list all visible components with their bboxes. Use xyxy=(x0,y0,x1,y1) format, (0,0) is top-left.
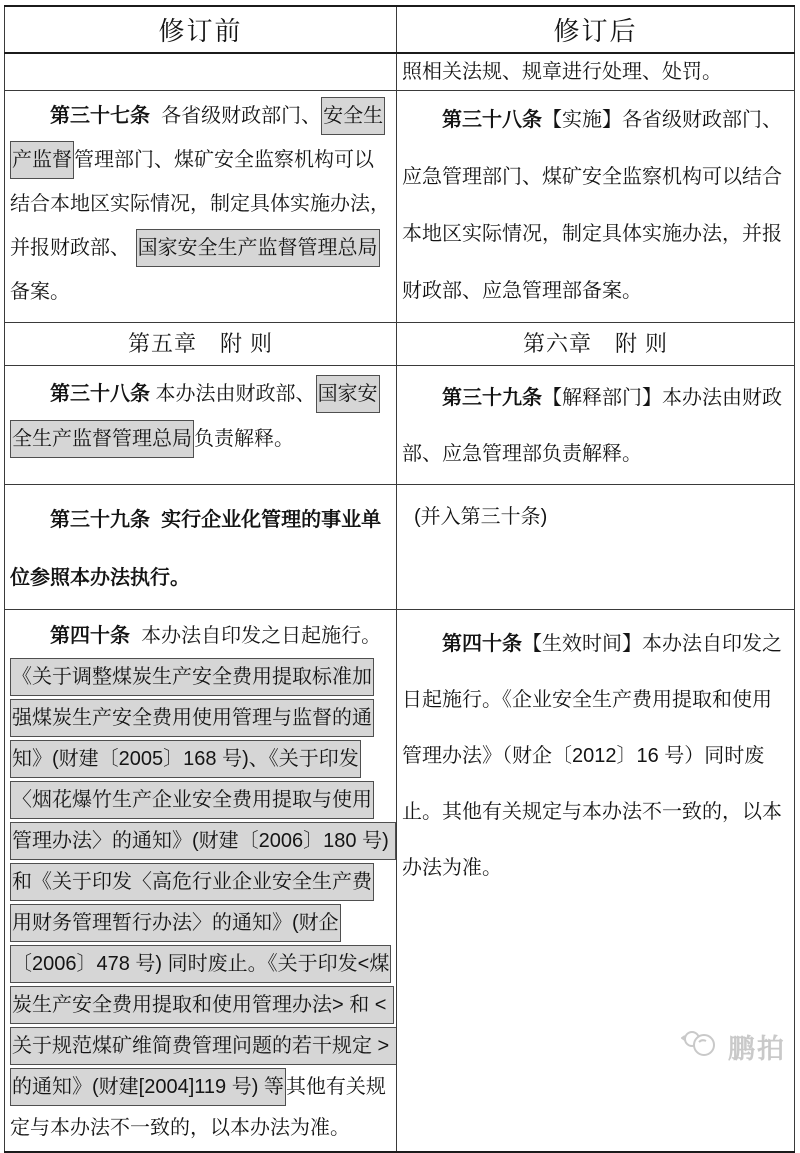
table-row xyxy=(5,53,795,91)
cell-paragraph xyxy=(10,372,391,462)
cell-paragraph xyxy=(402,57,789,88)
text-segment: 第三十九条 xyxy=(50,509,150,531)
watermark xyxy=(681,1027,786,1066)
cell-paragraph xyxy=(10,325,391,363)
text-segment: 本办法由财政部、 xyxy=(150,383,316,405)
cell-after-revision xyxy=(397,485,795,610)
text-segment: 【解释部门】本办法由财政部、应急管理部负责解释。 xyxy=(402,387,782,465)
text-segment: 备案。 xyxy=(10,281,70,303)
text-segment: 负责解释。 xyxy=(194,428,294,450)
cell-paragraph xyxy=(402,616,789,896)
pengpai-logo-icon xyxy=(681,1028,721,1065)
table-row xyxy=(5,366,795,485)
table-row xyxy=(5,485,795,610)
cell-paragraph xyxy=(10,491,391,607)
cell-before-revision xyxy=(5,485,397,610)
text-segment: 第三十七条 xyxy=(50,105,150,127)
table-body xyxy=(5,53,795,1152)
cell-after-revision xyxy=(397,610,795,1153)
text-segment: 照相关法规、规章进行处理、处罚。 xyxy=(402,61,722,83)
table-row xyxy=(5,91,795,323)
highlighted-revision-text: 《关于调整煤炭生产安全费用提取标准加强煤炭生产安全费用使用管理与监督的通知》(财建〔2005〕168 号)、《关于印发〈烟花爆竹生产企业安全费用提取与使用管理办法〉的通知》(财建〔2006〕180 号) 和《关于印发〈高危行业企业安全生产费用财务管理暂行办法〉的通知》(财企〔2006〕478 号) 同时废止。《关于印发<煤炭生产安全费用提取和使用管理办法> 和 < 关于规范煤矿维简费管理问题的若干规定 > 的通知》(财建[2004]119 号) 等 xyxy=(10,658,397,1106)
revision-comparison-table xyxy=(4,5,795,1153)
cell-paragraph xyxy=(402,495,789,539)
text-segment: 第四十条 xyxy=(442,633,522,655)
highlighted-revision-text: 安全生产监督 xyxy=(10,97,385,179)
cell-paragraph xyxy=(402,92,789,320)
cell-paragraph xyxy=(402,370,789,482)
text-segment: 各省级财政部门、 xyxy=(150,105,322,127)
text-segment: 管理部门、煤矿安全监察机构可以结合本地区实际情况，制定具体实施办法，并报财政部、 xyxy=(10,149,390,259)
text-segment: 实行企业化管理的事业单位参照本办法执行。 xyxy=(10,509,382,589)
table-row xyxy=(5,610,795,1153)
cell-after-revision xyxy=(397,91,795,323)
text-segment: 第四十条 xyxy=(50,625,130,647)
column-header-before-revision: 修订前 xyxy=(5,6,397,53)
cell-after-revision xyxy=(397,323,795,366)
cell-after-revision xyxy=(397,53,795,91)
column-header-after-revision: 修订后 xyxy=(397,6,795,53)
text-segment: 第六章 附 则 xyxy=(522,331,669,356)
text-segment: 本办法自印发之日起施行。 xyxy=(130,625,382,647)
text-segment: 【生效时间】本办法自印发之日起施行。《企业安全生产费用提取和使用管理办法》（财企〔2012〕16 号）同时废止。其他有关规定与本办法不一致的，以本办法为准。 xyxy=(402,633,782,879)
text-segment: (并入第三十条) xyxy=(414,506,548,528)
cell-before-revision xyxy=(5,610,397,1153)
text-segment: 其他有关规定与本办法不一致的，以本办法为准。 xyxy=(10,1076,386,1139)
cell-paragraph xyxy=(402,325,789,363)
highlighted-revision-text: 国家安全生产监督管理总局 xyxy=(10,375,380,458)
cell-before-revision xyxy=(5,53,397,91)
watermark-text: 鹏拍 xyxy=(728,1034,786,1064)
cell-paragraph xyxy=(10,616,395,1149)
text-segment: 第三十八条 xyxy=(50,383,150,405)
table-row xyxy=(5,323,795,366)
cell-before-revision xyxy=(5,91,397,323)
text-segment: 【实施】各省级财政部门、应急管理部门、煤矿安全监察机构可以结合本地区实际情况，制定具体实施办法，并报财政部、应急管理部备案。 xyxy=(402,109,782,302)
highlighted-revision-text: 国家安全生产监督管理总局 xyxy=(136,229,380,267)
cell-paragraph xyxy=(10,94,391,314)
text-segment: 第三十九条 xyxy=(442,387,542,409)
cell-before-revision xyxy=(5,366,397,485)
header-row xyxy=(5,6,795,53)
cell-before-revision xyxy=(5,323,397,366)
text-segment: 第三十八条 xyxy=(442,109,542,131)
text-segment: 第五章 附 则 xyxy=(127,331,274,356)
cell-after-revision xyxy=(397,366,795,485)
